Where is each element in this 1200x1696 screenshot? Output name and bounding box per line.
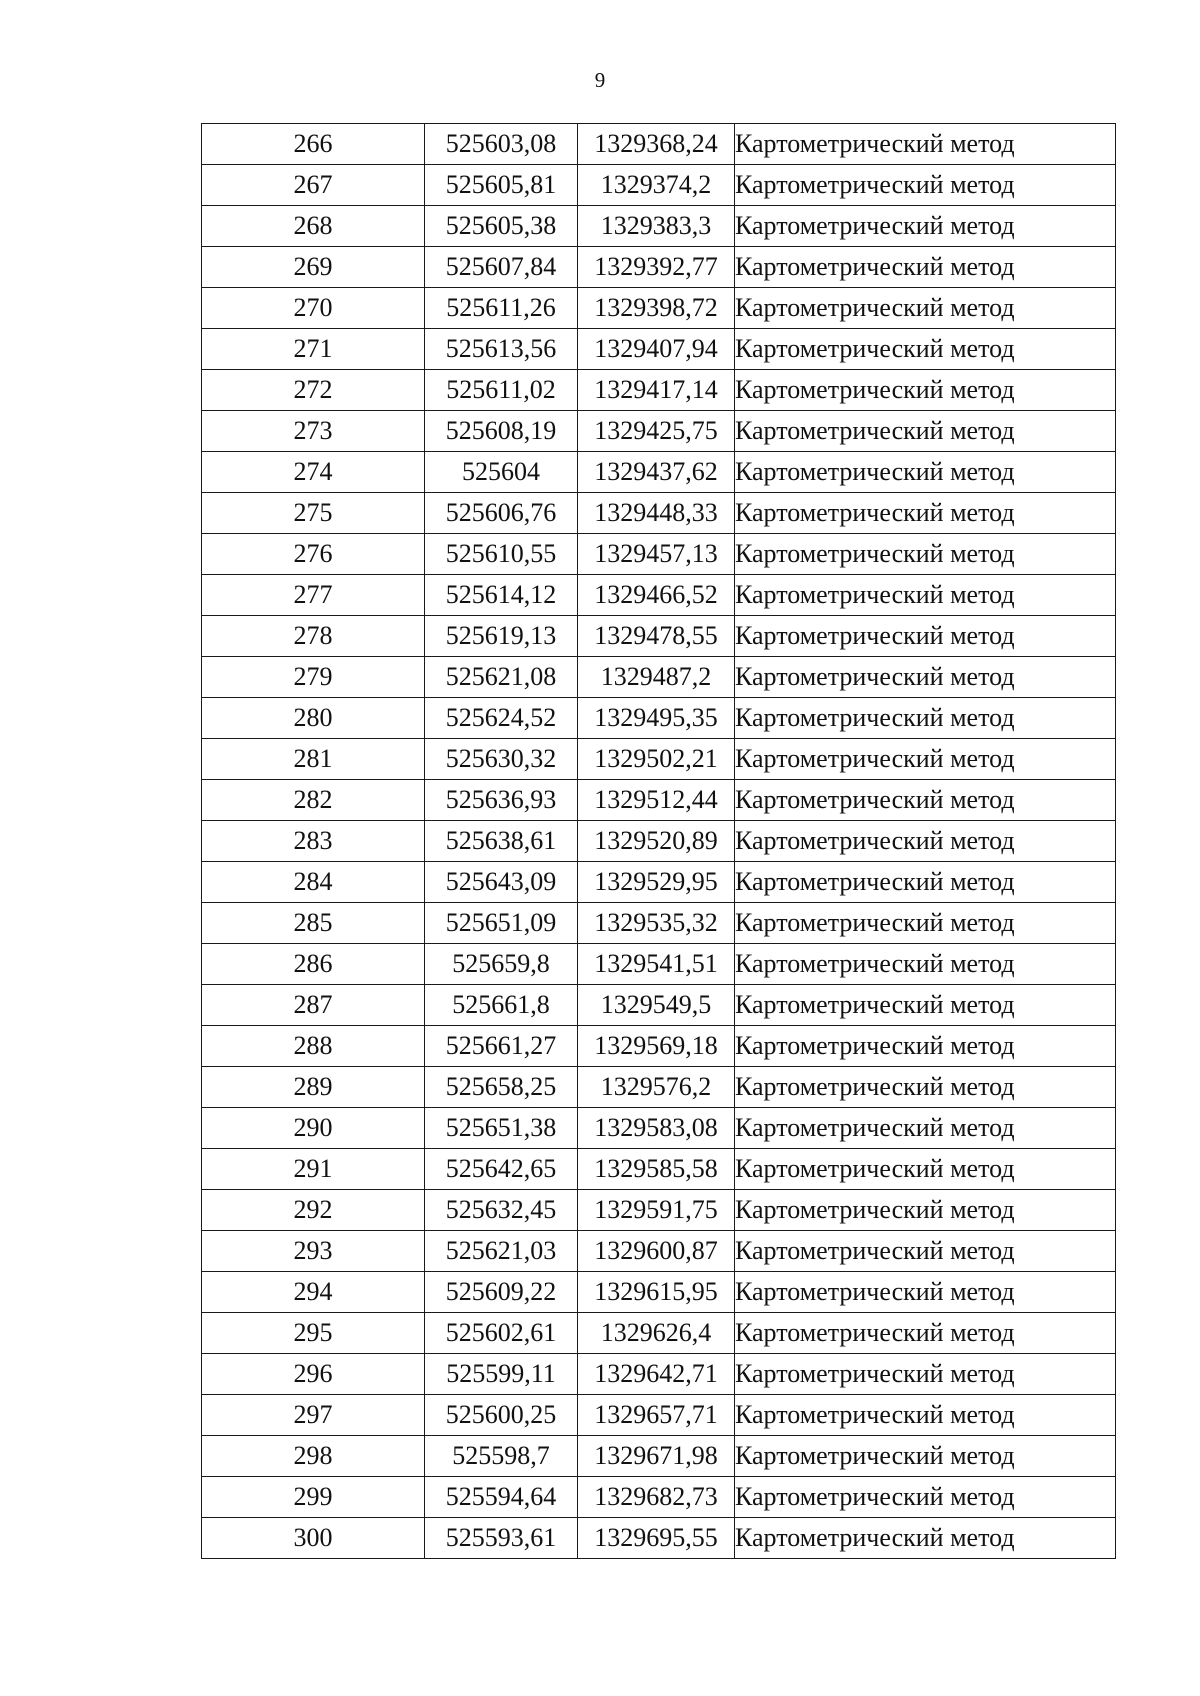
table-row	[202, 739, 1116, 780]
y-coordinate-cell: 1329437,62	[578, 452, 735, 493]
y-coordinate-cell: 1329407,94	[578, 329, 735, 370]
point-number-cell: 298	[202, 1436, 425, 1477]
x-coordinate-cell: 525661,8	[425, 985, 578, 1026]
point-number-cell: 292	[202, 1190, 425, 1231]
y-coordinate-cell: 1329585,58	[578, 1149, 735, 1190]
y-coordinate-cell: 1329541,51	[578, 944, 735, 985]
point-number-cell: 297	[202, 1395, 425, 1436]
x-coordinate-cell: 525659,8	[425, 944, 578, 985]
y-coordinate-cell: 1329576,2	[578, 1067, 735, 1108]
method-cell: Картометрический метод	[735, 1026, 1116, 1067]
y-coordinate-cell: 1329642,71	[578, 1354, 735, 1395]
table-row	[202, 698, 1116, 739]
table-row	[202, 1477, 1116, 1518]
x-coordinate-cell: 525594,64	[425, 1477, 578, 1518]
y-coordinate-cell: 1329695,55	[578, 1518, 735, 1559]
x-coordinate-cell: 525608,19	[425, 411, 578, 452]
table-row	[202, 903, 1116, 944]
method-cell: Картометрический метод	[735, 493, 1116, 534]
x-coordinate-cell: 525600,25	[425, 1395, 578, 1436]
method-cell: Картометрический метод	[735, 534, 1116, 575]
point-number-cell: 270	[202, 288, 425, 329]
y-coordinate-cell: 1329569,18	[578, 1026, 735, 1067]
x-coordinate-cell: 525614,12	[425, 575, 578, 616]
y-coordinate-cell: 1329457,13	[578, 534, 735, 575]
method-cell: Картометрический метод	[735, 411, 1116, 452]
table-row	[202, 288, 1116, 329]
point-number-cell: 276	[202, 534, 425, 575]
point-number-cell: 284	[202, 862, 425, 903]
point-number-cell: 278	[202, 616, 425, 657]
x-coordinate-cell: 525611,26	[425, 288, 578, 329]
method-cell: Картометрический метод	[735, 862, 1116, 903]
x-coordinate-cell: 525598,7	[425, 1436, 578, 1477]
x-coordinate-cell: 525661,27	[425, 1026, 578, 1067]
x-coordinate-cell: 525636,93	[425, 780, 578, 821]
table-row	[202, 985, 1116, 1026]
x-coordinate-cell: 525613,56	[425, 329, 578, 370]
y-coordinate-cell: 1329583,08	[578, 1108, 735, 1149]
table-row	[202, 1272, 1116, 1313]
x-coordinate-cell: 525642,65	[425, 1149, 578, 1190]
y-coordinate-cell: 1329383,3	[578, 206, 735, 247]
table-row	[202, 452, 1116, 493]
y-coordinate-cell: 1329520,89	[578, 821, 735, 862]
table-row	[202, 247, 1116, 288]
point-number-cell: 293	[202, 1231, 425, 1272]
y-coordinate-cell: 1329466,52	[578, 575, 735, 616]
y-coordinate-cell: 1329535,32	[578, 903, 735, 944]
point-number-cell: 287	[202, 985, 425, 1026]
coordinates-table	[201, 123, 1116, 1559]
table-row	[202, 1026, 1116, 1067]
table-row	[202, 780, 1116, 821]
y-coordinate-cell: 1329495,35	[578, 698, 735, 739]
point-number-cell: 289	[202, 1067, 425, 1108]
x-coordinate-cell: 525593,61	[425, 1518, 578, 1559]
table-row	[202, 1395, 1116, 1436]
method-cell: Картометрический метод	[735, 1190, 1116, 1231]
table-row	[202, 1190, 1116, 1231]
method-cell: Картометрический метод	[735, 944, 1116, 985]
table-row	[202, 370, 1116, 411]
x-coordinate-cell: 525606,76	[425, 493, 578, 534]
point-number-cell: 267	[202, 165, 425, 206]
x-coordinate-cell: 525607,84	[425, 247, 578, 288]
method-cell: Картометрический метод	[735, 739, 1116, 780]
y-coordinate-cell: 1329600,87	[578, 1231, 735, 1272]
method-cell: Картометрический метод	[735, 1436, 1116, 1477]
point-number-cell: 295	[202, 1313, 425, 1354]
point-number-cell: 291	[202, 1149, 425, 1190]
table-row	[202, 165, 1116, 206]
table-row	[202, 575, 1116, 616]
method-cell: Картометрический метод	[735, 1313, 1116, 1354]
y-coordinate-cell: 1329478,55	[578, 616, 735, 657]
method-cell: Картометрический метод	[735, 329, 1116, 370]
x-coordinate-cell: 525605,81	[425, 165, 578, 206]
point-number-cell: 277	[202, 575, 425, 616]
table-row	[202, 1354, 1116, 1395]
method-cell: Картометрический метод	[735, 985, 1116, 1026]
table-row	[202, 206, 1116, 247]
point-number-cell: 266	[202, 124, 425, 165]
point-number-cell: 275	[202, 493, 425, 534]
y-coordinate-cell: 1329448,33	[578, 493, 735, 534]
table-row	[202, 821, 1116, 862]
table-row	[202, 862, 1116, 903]
method-cell: Картометрический метод	[735, 206, 1116, 247]
x-coordinate-cell: 525602,61	[425, 1313, 578, 1354]
method-cell: Картометрический метод	[735, 370, 1116, 411]
table-row	[202, 124, 1116, 165]
point-number-cell: 273	[202, 411, 425, 452]
method-cell: Картометрический метод	[735, 1272, 1116, 1313]
x-coordinate-cell: 525611,02	[425, 370, 578, 411]
x-coordinate-cell: 525619,13	[425, 616, 578, 657]
x-coordinate-cell: 525638,61	[425, 821, 578, 862]
table-row	[202, 1518, 1116, 1559]
x-coordinate-cell: 525604	[425, 452, 578, 493]
table-row	[202, 1067, 1116, 1108]
coordinates-table-body	[202, 124, 1116, 1559]
x-coordinate-cell: 525603,08	[425, 124, 578, 165]
point-number-cell: 280	[202, 698, 425, 739]
y-coordinate-cell: 1329502,21	[578, 739, 735, 780]
method-cell: Картометрический метод	[735, 821, 1116, 862]
point-number-cell: 288	[202, 1026, 425, 1067]
x-coordinate-cell: 525651,09	[425, 903, 578, 944]
y-coordinate-cell: 1329626,4	[578, 1313, 735, 1354]
x-coordinate-cell: 525610,55	[425, 534, 578, 575]
method-cell: Картометрический метод	[735, 616, 1116, 657]
point-number-cell: 283	[202, 821, 425, 862]
table-row	[202, 616, 1116, 657]
point-number-cell: 300	[202, 1518, 425, 1559]
point-number-cell: 274	[202, 452, 425, 493]
method-cell: Картометрический метод	[735, 1067, 1116, 1108]
table-row	[202, 1231, 1116, 1272]
y-coordinate-cell: 1329529,95	[578, 862, 735, 903]
point-number-cell: 269	[202, 247, 425, 288]
method-cell: Картометрический метод	[735, 288, 1116, 329]
point-number-cell: 279	[202, 657, 425, 698]
point-number-cell: 299	[202, 1477, 425, 1518]
x-coordinate-cell: 525643,09	[425, 862, 578, 903]
method-cell: Картометрический метод	[735, 698, 1116, 739]
point-number-cell: 286	[202, 944, 425, 985]
y-coordinate-cell: 1329392,77	[578, 247, 735, 288]
y-coordinate-cell: 1329549,5	[578, 985, 735, 1026]
method-cell: Картометрический метод	[735, 452, 1116, 493]
method-cell: Картометрический метод	[735, 1149, 1116, 1190]
method-cell: Картометрический метод	[735, 1354, 1116, 1395]
table-row	[202, 1108, 1116, 1149]
x-coordinate-cell: 525621,03	[425, 1231, 578, 1272]
y-coordinate-cell: 1329591,75	[578, 1190, 735, 1231]
x-coordinate-cell: 525609,22	[425, 1272, 578, 1313]
table-row	[202, 411, 1116, 452]
y-coordinate-cell: 1329368,24	[578, 124, 735, 165]
y-coordinate-cell: 1329425,75	[578, 411, 735, 452]
point-number-cell: 282	[202, 780, 425, 821]
method-cell: Картометрический метод	[735, 657, 1116, 698]
table-row	[202, 1313, 1116, 1354]
y-coordinate-cell: 1329657,71	[578, 1395, 735, 1436]
point-number-cell: 294	[202, 1272, 425, 1313]
method-cell: Картометрический метод	[735, 247, 1116, 288]
page-number: 9	[594, 68, 606, 92]
y-coordinate-cell: 1329398,72	[578, 288, 735, 329]
method-cell: Картометрический метод	[735, 1231, 1116, 1272]
method-cell: Картометрический метод	[735, 1108, 1116, 1149]
point-number-cell: 281	[202, 739, 425, 780]
table-row	[202, 534, 1116, 575]
table-row	[202, 657, 1116, 698]
point-number-cell: 296	[202, 1354, 425, 1395]
table-row	[202, 329, 1116, 370]
point-number-cell: 268	[202, 206, 425, 247]
point-number-cell: 272	[202, 370, 425, 411]
y-coordinate-cell: 1329487,2	[578, 657, 735, 698]
method-cell: Картометрический метод	[735, 124, 1116, 165]
y-coordinate-cell: 1329682,73	[578, 1477, 735, 1518]
method-cell: Картометрический метод	[735, 903, 1116, 944]
table-row	[202, 1149, 1116, 1190]
method-cell: Картометрический метод	[735, 165, 1116, 206]
y-coordinate-cell: 1329417,14	[578, 370, 735, 411]
y-coordinate-cell: 1329512,44	[578, 780, 735, 821]
method-cell: Картометрический метод	[735, 1518, 1116, 1559]
method-cell: Картометрический метод	[735, 1477, 1116, 1518]
point-number-cell: 290	[202, 1108, 425, 1149]
table-row	[202, 944, 1116, 985]
point-number-cell: 271	[202, 329, 425, 370]
table-row	[202, 493, 1116, 534]
x-coordinate-cell: 525621,08	[425, 657, 578, 698]
y-coordinate-cell: 1329615,95	[578, 1272, 735, 1313]
method-cell: Картометрический метод	[735, 1395, 1116, 1436]
table-row	[202, 1436, 1116, 1477]
method-cell: Картометрический метод	[735, 780, 1116, 821]
method-cell: Картометрический метод	[735, 575, 1116, 616]
x-coordinate-cell: 525605,38	[425, 206, 578, 247]
point-number-cell: 285	[202, 903, 425, 944]
x-coordinate-cell: 525599,11	[425, 1354, 578, 1395]
x-coordinate-cell: 525658,25	[425, 1067, 578, 1108]
x-coordinate-cell: 525632,45	[425, 1190, 578, 1231]
x-coordinate-cell: 525624,52	[425, 698, 578, 739]
x-coordinate-cell: 525651,38	[425, 1108, 578, 1149]
y-coordinate-cell: 1329374,2	[578, 165, 735, 206]
x-coordinate-cell: 525630,32	[425, 739, 578, 780]
y-coordinate-cell: 1329671,98	[578, 1436, 735, 1477]
